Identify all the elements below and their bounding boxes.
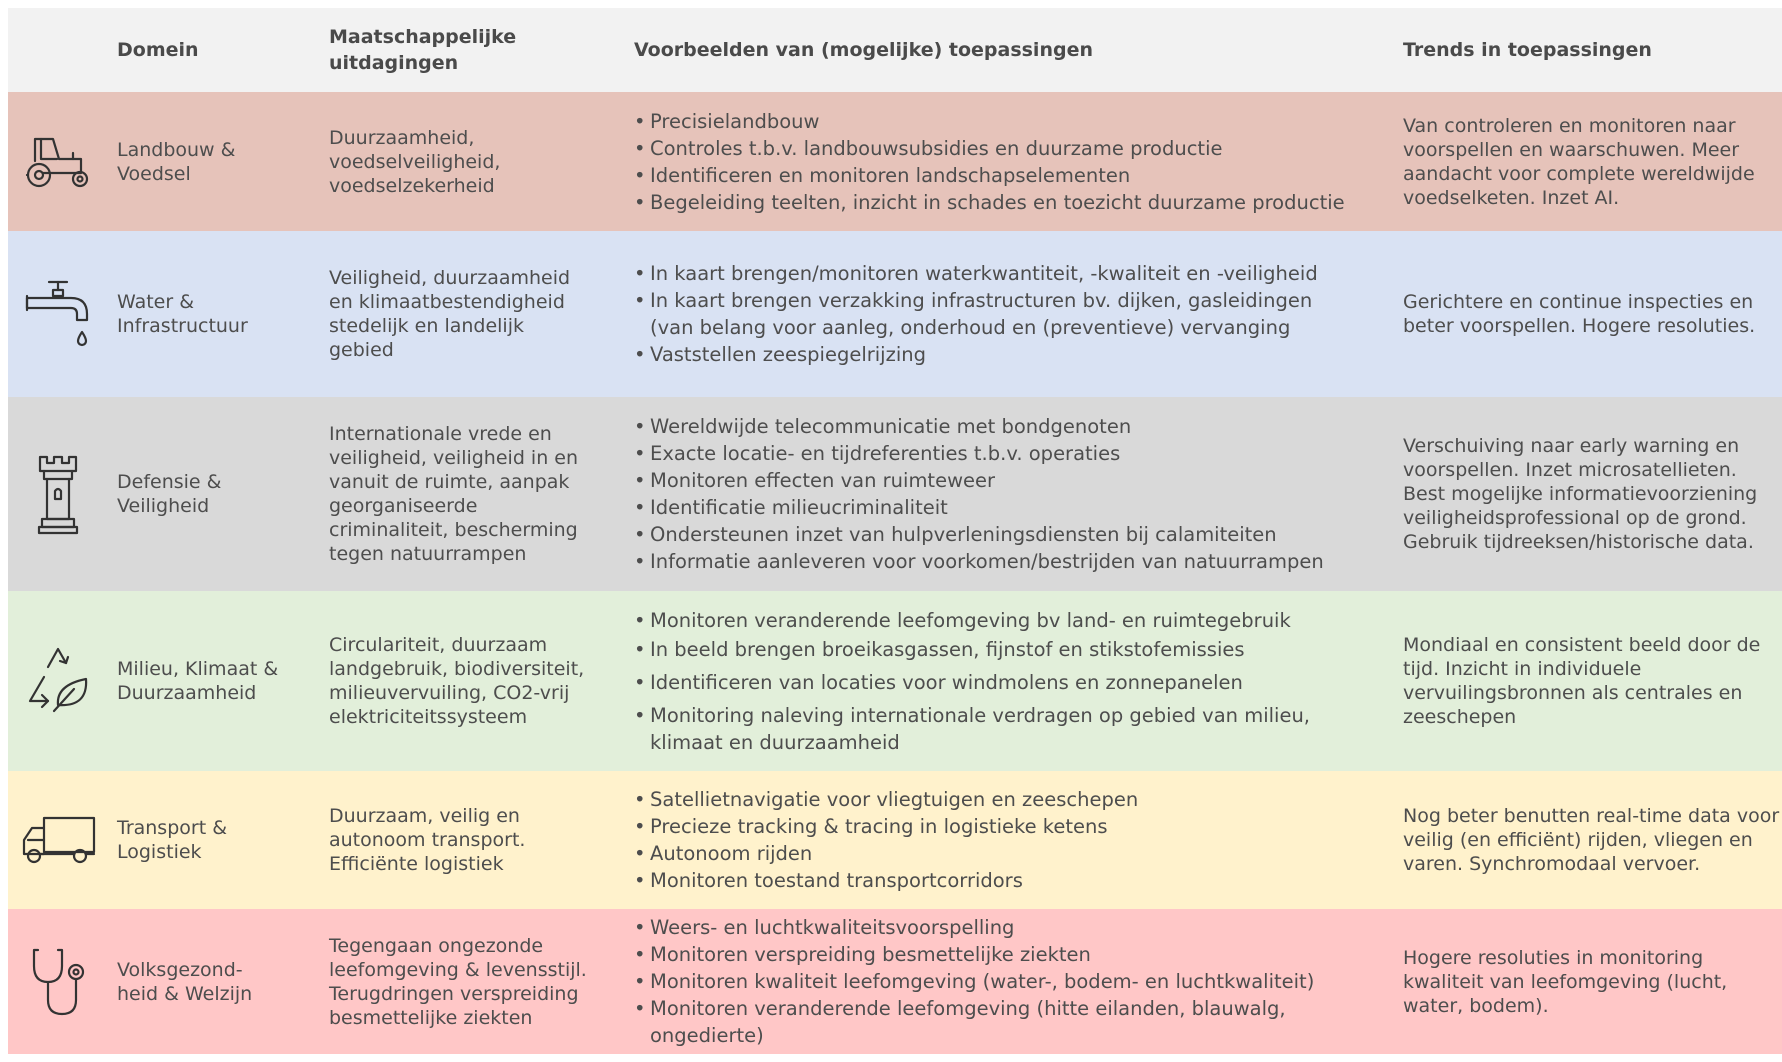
- trends-text: Van controleren en monitoren naar voorspellen en waarschuwen. Meer aandacht voor complete wereldwijde voedselketen. Inzet AI.: [1403, 114, 1755, 209]
- domain-label: Transport & Logistiek: [117, 817, 228, 863]
- domain-label: Volksgezond-heid & Welzijn: [117, 958, 253, 1005]
- domain-label: Landbouw & Voedsel: [117, 138, 236, 185]
- domain-label: Water & Infrastructuur: [117, 291, 248, 337]
- header-domain: Domein: [117, 39, 199, 61]
- list-item: • In kaart brengen/monitoren waterkwantiteit, -kwaliteit en -veiligheid: [634, 260, 1324, 287]
- applications-table: [8, 8, 1782, 1054]
- list-item: • Ondersteunen inzet van hulpverleningsdiensten bij calamiteiten: [634, 521, 1324, 548]
- challenges-text: Duurzaamheid, voedselveiligheid, voedselzekerheid: [329, 126, 501, 197]
- table-row: [8, 231, 1782, 397]
- examples-list: [634, 909, 1414, 1054]
- table-row: [8, 771, 1782, 909]
- challenges-text: Duurzaam, veilig en autonoom transport. Efficiënte logistiek: [329, 805, 526, 875]
- examples-list: [634, 591, 1414, 771]
- challenges-text: Tegengaan ongezonde leefomgeving & levensstijl. Terugdringen verspreiding besmettelijke ziekten: [329, 934, 587, 1029]
- list-item: • In beeld brengen broeikasgassen, fijnstof en stikstofemissies: [634, 636, 1314, 663]
- header-challenges: Maatschappelijke uitdagingen: [329, 26, 517, 74]
- list-item: • Monitoren effecten van ruimteweer: [634, 467, 1324, 494]
- examples-list: [634, 92, 1414, 231]
- list-item: • Monitoren veranderende leefomgeving (hitte eilanden, blauwalg, ongedierte): [634, 995, 1324, 1049]
- table-row: [8, 92, 1782, 231]
- list-item: • Weers- en luchtkwaliteitsvoorspelling: [634, 914, 1324, 941]
- list-item: • Identificeren van locaties voor windmolens en zonnepanelen: [634, 669, 1314, 696]
- list-item: • Monitoring naleving internationale verdragen op gebied van milieu, klimaat en duurzaamheid: [634, 702, 1314, 756]
- list-item: • Monitoren toestand transportcorridors: [634, 867, 1138, 894]
- trends-text: Mondiaal en consistent beeld door de tijd. Inzicht in individuele vervuilingsbronnen als centrales en zeeschepen: [1403, 634, 1761, 728]
- truck-icon: [8, 771, 108, 909]
- trends-text: Gerichtere en continue inspecties en beter voorspellen. Hogere resoluties.: [1403, 291, 1756, 337]
- list-item: • Informatie aanleveren voor voorkomen/bestrijden van natuurrampen: [634, 548, 1324, 575]
- list-item: • Monitoren veranderende leefomgeving bv land- en ruimtegebruik: [634, 607, 1314, 634]
- header-icon-column: [8, 8, 108, 92]
- examples-list: [634, 231, 1414, 397]
- list-item: • Precieze tracking & tracing in logistieke ketens: [634, 813, 1138, 840]
- header-trends: Trends in toepassingen: [1403, 39, 1652, 61]
- list-item: • Exacte locatie- en tijdreferenties t.b.v. operaties: [634, 440, 1324, 467]
- table-row: [8, 909, 1782, 1054]
- list-item: • Begeleiding teelten, inzicht in schades en toezicht duurzame productie: [634, 189, 1345, 216]
- list-item: • Identificeren en monitoren landschapselementen: [634, 162, 1345, 189]
- list-item: • Autonoom rijden: [634, 840, 1138, 867]
- challenges-text: Veiligheid, duurzaamheid en klimaatbestendigheid stedelijk en landelijk gebied: [329, 267, 571, 361]
- list-item: • Monitoren verspreiding besmettelijke ziekten: [634, 941, 1324, 968]
- header-examples: Voorbeelden van (mogelijke) toepassingen: [634, 39, 1093, 61]
- list-item: • In kaart brengen verzakking infrastructuren bv. dijken, gasleidingen (van belang voor aanleg, onderhoud en (preventieve) vervanging: [634, 287, 1324, 341]
- list-item: • Wereldwijde telecommunicatie met bondgenoten: [634, 413, 1324, 440]
- examples-list: [634, 771, 1414, 909]
- domain-label: Milieu, Klimaat & Duurzaamheid: [117, 658, 279, 704]
- list-item: • Controles t.b.v. landbouwsubsidies en duurzame productie: [634, 135, 1345, 162]
- list-item: • Satellietnavigatie voor vliegtuigen en zeeschepen: [634, 786, 1138, 813]
- list-item: • Precisielandbouw: [634, 108, 1345, 135]
- tractor-icon: [8, 92, 108, 231]
- list-item: • Monitoren kwaliteit leefomgeving (water-, bodem- en luchtkwaliteit): [634, 968, 1324, 995]
- list-item: • Vaststellen zeespiegelrijzing: [634, 341, 1324, 368]
- trends-text: Nog beter benutten real-time data voor veilig (en efficiënt) rijden, vliegen en varen. Synchromodaal vervoer.: [1403, 805, 1780, 875]
- tower-icon: [8, 397, 108, 591]
- challenges-text: Circulariteit, duurzaam landgebruik, biodiversiteit, milieuvervuiling, CO2-vrij elektriciteitssysteem: [329, 634, 585, 728]
- trends-text: Verschuiving naar early warning en voorspellen. Inzet microsatellieten. Best mogelijke informatievoorziening veiligheidsprofessional op de grond. Gebruik tijdreeksen/historische data.: [1403, 435, 1758, 553]
- recycle-leaf-icon: [8, 591, 108, 771]
- trends-text: Hogere resoluties in monitoring kwaliteit van leefomgeving (lucht, water, bodem).: [1403, 946, 1728, 1017]
- domain-label: Defensie & Veiligheid: [117, 471, 222, 517]
- table-header: [8, 8, 1782, 92]
- table-row: [8, 591, 1782, 771]
- examples-list: [634, 397, 1414, 591]
- challenges-text: Internationale vrede en veiligheid, veiligheid in en vanuit de ruimte, aanpak georganiseerde criminaliteit, bescherming tegen natuurrampen: [329, 423, 579, 565]
- list-item: • Identificatie milieucriminaliteit: [634, 494, 1324, 521]
- water-tap-icon: [8, 231, 108, 397]
- stethoscope-icon: [8, 909, 108, 1054]
- table-row: [8, 397, 1782, 591]
